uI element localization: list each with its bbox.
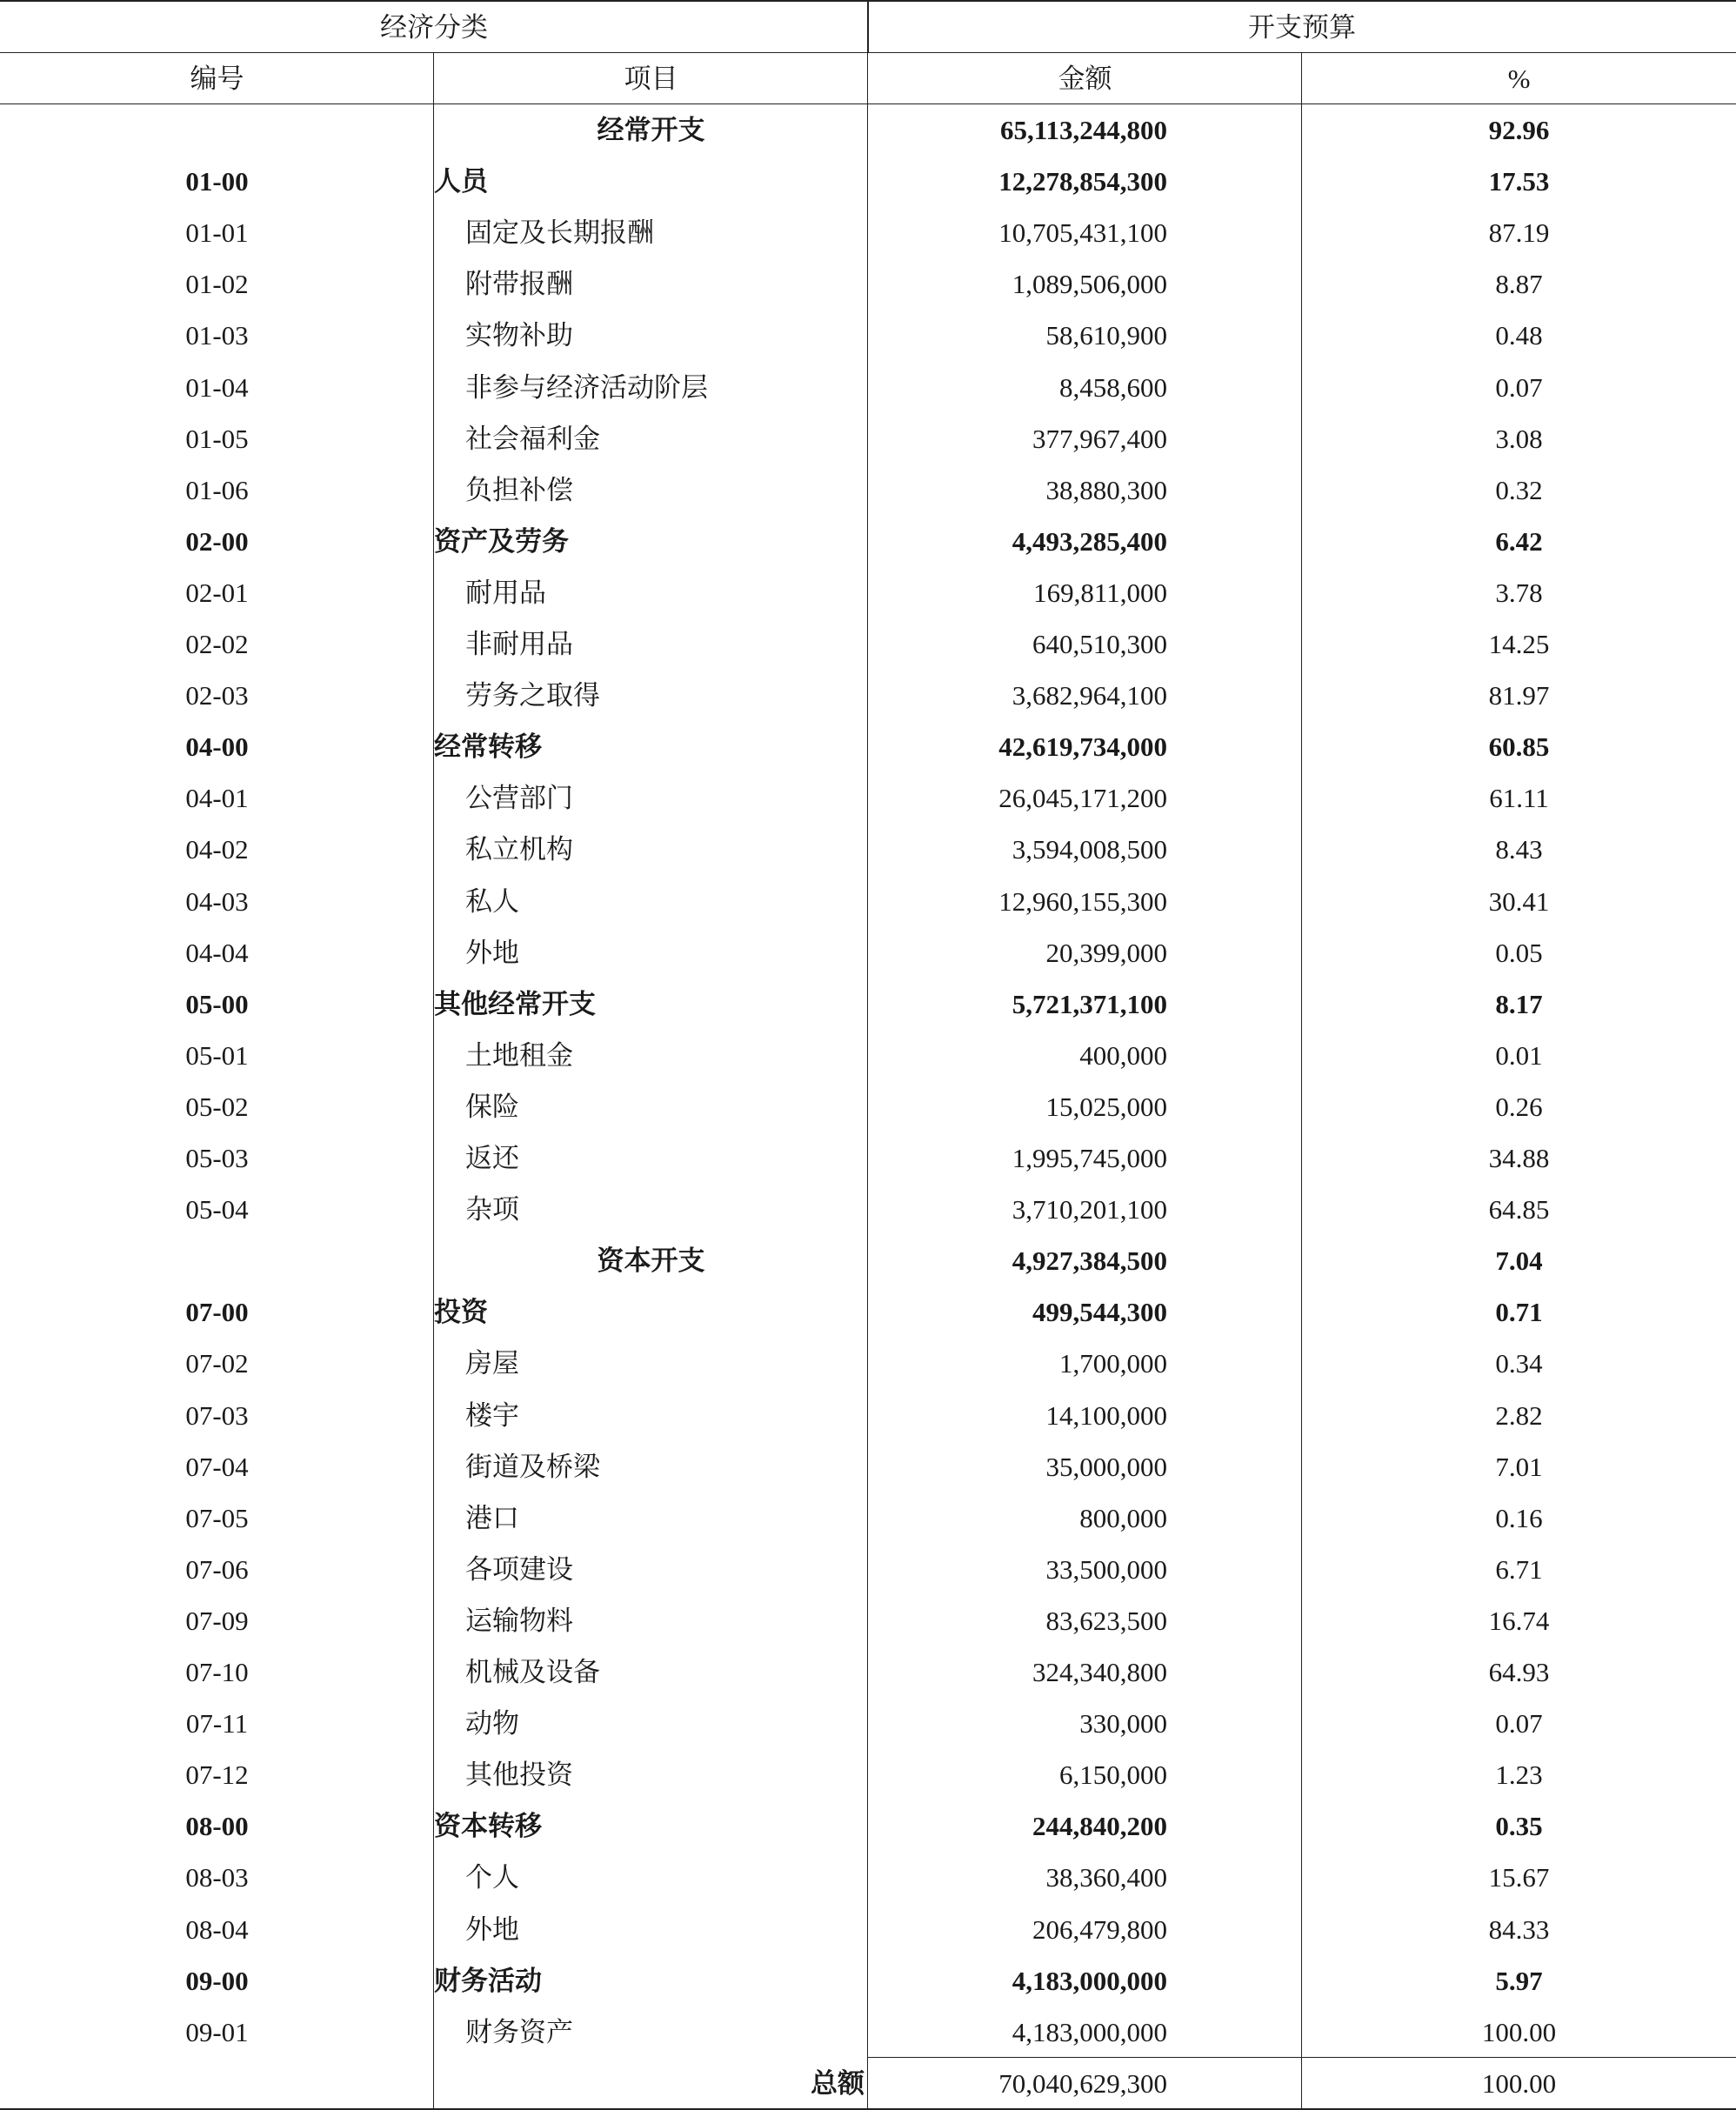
table-row bbox=[0, 1338, 1736, 1389]
row-item: 附带报酬 bbox=[465, 269, 573, 300]
row-code: 09-01 bbox=[185, 2016, 249, 2047]
row-code: 02-03 bbox=[185, 680, 249, 711]
row-percent: 81.97 bbox=[1488, 680, 1550, 711]
header-percent: % bbox=[1507, 63, 1531, 94]
row-amount: 42,619,734,000 bbox=[998, 731, 1167, 763]
row-item: 财务资产 bbox=[465, 2016, 573, 2047]
row-percent: 61.11 bbox=[1489, 783, 1549, 814]
row-percent: 14.25 bbox=[1488, 629, 1550, 659]
row-percent: 0.48 bbox=[1495, 320, 1543, 351]
row-amount: 3,594,008,500 bbox=[1012, 834, 1167, 865]
row-amount: 330,000 bbox=[1079, 1708, 1167, 1739]
row-item: 运输物料 bbox=[465, 1605, 573, 1636]
row-code: 08-00 bbox=[185, 1811, 249, 1842]
row-percent: 3.08 bbox=[1495, 423, 1543, 454]
row-item: 机械及设备 bbox=[465, 1657, 600, 1687]
row-item: 各项建设 bbox=[465, 1553, 573, 1585]
row-amount: 10,705,431,100 bbox=[998, 217, 1167, 249]
row-amount: 4,183,000,000 bbox=[1012, 2016, 1167, 2047]
row-code: 01-02 bbox=[185, 269, 249, 300]
table-row bbox=[0, 207, 1736, 258]
group-row bbox=[0, 1286, 1736, 1338]
total-amount: 70,040,629,300 bbox=[998, 2068, 1167, 2099]
header-column-row bbox=[0, 53, 1736, 104]
row-item: 其他经常开支 bbox=[434, 988, 596, 1019]
column-divider-2 bbox=[867, 53, 868, 2109]
row-code: 07-09 bbox=[185, 1605, 249, 1636]
row-item: 个人 bbox=[465, 1862, 519, 1893]
row-item: 私人 bbox=[465, 885, 519, 917]
row-code: 05-03 bbox=[185, 1143, 249, 1173]
table-row bbox=[0, 876, 1736, 927]
table-row bbox=[0, 567, 1736, 618]
row-percent: 64.93 bbox=[1488, 1657, 1550, 1687]
row-code: 01-06 bbox=[185, 474, 249, 505]
column-divider-3 bbox=[1301, 53, 1302, 2109]
row-item: 杂项 bbox=[465, 1194, 519, 1225]
row-amount: 499,544,300 bbox=[1032, 1297, 1167, 1328]
row-percent: 15.67 bbox=[1488, 1862, 1550, 1893]
row-code bbox=[0, 104, 434, 156]
row-amount: 26,045,171,200 bbox=[998, 783, 1167, 814]
row-percent: 34.88 bbox=[1488, 1143, 1550, 1173]
row-code: 07-02 bbox=[185, 1348, 249, 1379]
row-percent: 7.01 bbox=[1495, 1451, 1543, 1482]
row-amount: 4,927,384,500 bbox=[1012, 1245, 1167, 1277]
table-row bbox=[0, 1081, 1736, 1132]
row-percent: 0.34 bbox=[1495, 1348, 1543, 1379]
row-amount: 1,995,745,000 bbox=[1012, 1143, 1167, 1173]
table-row bbox=[0, 258, 1736, 310]
row-percent: 60.85 bbox=[1488, 731, 1550, 763]
row-code: 07-04 bbox=[185, 1451, 249, 1482]
row-code: 01-03 bbox=[185, 320, 249, 351]
row-item: 其他投资 bbox=[465, 1759, 573, 1791]
row-percent: 16.74 bbox=[1488, 1605, 1550, 1636]
row-item: 经常开支 bbox=[597, 115, 705, 145]
table-row bbox=[0, 1749, 1736, 1800]
row-amount: 12,960,155,300 bbox=[998, 885, 1167, 917]
row-item: 土地租金 bbox=[465, 1039, 573, 1071]
total-row bbox=[0, 2058, 1736, 2109]
row-code: 01-01 bbox=[185, 217, 249, 249]
row-percent: 3.78 bbox=[1495, 577, 1543, 608]
row-code: 04-03 bbox=[185, 885, 249, 917]
row-item: 私立机构 bbox=[465, 834, 573, 865]
table-row bbox=[0, 1544, 1736, 1595]
row-percent: 92.96 bbox=[1488, 115, 1550, 145]
row-amount: 1,700,000 bbox=[1059, 1348, 1167, 1379]
table-row bbox=[0, 2007, 1736, 2058]
row-code: 04-02 bbox=[185, 834, 249, 865]
row-code: 07-12 bbox=[185, 1759, 249, 1791]
row-item: 经常转移 bbox=[434, 731, 542, 763]
column-divider-1 bbox=[433, 53, 434, 2109]
table-row bbox=[0, 618, 1736, 670]
row-item: 社会福利金 bbox=[465, 423, 600, 454]
header-bottom-rule bbox=[0, 103, 1736, 104]
row-amount: 244,840,200 bbox=[1032, 1811, 1167, 1842]
row-amount: 83,623,500 bbox=[1045, 1605, 1167, 1636]
header-expenditure-budget: 开支预算 bbox=[1248, 12, 1356, 43]
row-amount: 6,150,000 bbox=[1059, 1759, 1167, 1791]
total-top-rule bbox=[868, 2057, 1736, 2058]
row-amount: 324,340,800 bbox=[1032, 1657, 1167, 1687]
row-percent: 0.07 bbox=[1495, 371, 1543, 403]
row-code: 07-03 bbox=[185, 1399, 249, 1431]
table-row bbox=[0, 670, 1736, 721]
row-percent: 6.42 bbox=[1495, 525, 1543, 557]
table-row bbox=[0, 1595, 1736, 1646]
row-code: 01-05 bbox=[185, 423, 249, 454]
row-code: 07-06 bbox=[185, 1553, 249, 1585]
table-row bbox=[0, 1132, 1736, 1184]
row-amount: 800,000 bbox=[1079, 1502, 1167, 1533]
table-row bbox=[0, 310, 1736, 361]
row-percent: 0.01 bbox=[1495, 1039, 1543, 1071]
row-code: 02-02 bbox=[185, 629, 249, 659]
header-item: 项目 bbox=[624, 63, 678, 94]
row-amount: 400,000 bbox=[1079, 1039, 1167, 1071]
section-row bbox=[0, 1235, 1736, 1286]
row-percent: 87.19 bbox=[1488, 217, 1550, 249]
row-item: 财务活动 bbox=[434, 1965, 542, 1996]
row-amount: 14,100,000 bbox=[1045, 1399, 1167, 1431]
row-item: 劳务之取得 bbox=[465, 680, 600, 711]
group-row bbox=[0, 1955, 1736, 2007]
row-code: 05-00 bbox=[185, 988, 249, 1019]
row-code bbox=[0, 1235, 434, 1286]
row-amount: 3,710,201,100 bbox=[1012, 1194, 1167, 1225]
header-economic-classification: 经济分类 bbox=[380, 12, 488, 43]
table-row bbox=[0, 1904, 1736, 1955]
row-amount: 38,880,300 bbox=[1045, 474, 1167, 505]
row-code: 04-00 bbox=[185, 731, 249, 763]
row-item: 楼宇 bbox=[465, 1399, 519, 1431]
table-row bbox=[0, 1698, 1736, 1749]
row-code: 07-00 bbox=[185, 1297, 249, 1328]
row-item: 返还 bbox=[465, 1143, 519, 1173]
row-code: 09-00 bbox=[185, 1965, 249, 1996]
row-code: 05-04 bbox=[185, 1194, 249, 1225]
table-row bbox=[0, 362, 1736, 413]
table-row bbox=[0, 1030, 1736, 1081]
row-amount: 377,967,400 bbox=[1032, 423, 1167, 454]
row-code: 08-04 bbox=[185, 1913, 249, 1945]
row-amount: 15,025,000 bbox=[1045, 1091, 1167, 1122]
row-code: 02-00 bbox=[185, 525, 249, 557]
row-percent: 5.97 bbox=[1495, 1965, 1543, 1996]
row-item: 非参与经济活动阶层 bbox=[465, 371, 708, 403]
row-item: 人员 bbox=[434, 166, 488, 197]
header-group-divider bbox=[867, 0, 869, 53]
row-percent: 1.23 bbox=[1495, 1759, 1543, 1791]
row-percent: 8.87 bbox=[1495, 269, 1543, 300]
group-row bbox=[0, 1800, 1736, 1852]
row-item: 动物 bbox=[465, 1708, 519, 1739]
row-amount: 169,811,000 bbox=[1033, 577, 1167, 608]
row-amount: 65,113,244,800 bbox=[999, 115, 1167, 145]
group-row bbox=[0, 978, 1736, 1030]
header-code: 编号 bbox=[190, 63, 244, 94]
row-item: 街道及桥梁 bbox=[465, 1451, 600, 1482]
row-code: 04-04 bbox=[185, 937, 249, 968]
row-code: 07-05 bbox=[185, 1502, 249, 1533]
table-row bbox=[0, 464, 1736, 516]
row-item: 耐用品 bbox=[465, 577, 546, 608]
table-row bbox=[0, 1184, 1736, 1235]
group-row bbox=[0, 156, 1736, 207]
row-percent: 0.32 bbox=[1495, 474, 1543, 505]
row-item: 公营部门 bbox=[465, 783, 573, 814]
row-amount: 20,399,000 bbox=[1045, 937, 1167, 968]
row-percent: 2.82 bbox=[1495, 1399, 1543, 1431]
row-item: 实物补助 bbox=[465, 320, 573, 351]
row-item: 非耐用品 bbox=[465, 629, 573, 659]
row-percent: 6.71 bbox=[1495, 1553, 1543, 1585]
row-amount: 640,510,300 bbox=[1032, 629, 1167, 659]
row-code: 07-10 bbox=[185, 1657, 249, 1687]
row-item: 外地 bbox=[465, 1913, 519, 1945]
row-percent: 0.16 bbox=[1495, 1502, 1543, 1533]
row-code: 02-01 bbox=[185, 577, 249, 608]
row-amount: 206,479,800 bbox=[1032, 1913, 1167, 1945]
row-code: 08-03 bbox=[185, 1862, 249, 1893]
row-percent: 64.85 bbox=[1488, 1194, 1550, 1225]
row-item: 外地 bbox=[465, 937, 519, 968]
row-percent: 0.07 bbox=[1495, 1708, 1543, 1739]
row-item: 港口 bbox=[465, 1502, 519, 1533]
row-code: 05-02 bbox=[185, 1091, 249, 1122]
row-percent: 84.33 bbox=[1488, 1913, 1550, 1945]
row-percent: 100.00 bbox=[1481, 2016, 1557, 2047]
row-amount: 1,089,506,000 bbox=[1012, 269, 1167, 300]
row-amount: 12,278,854,300 bbox=[998, 166, 1167, 197]
table-row bbox=[0, 1441, 1736, 1492]
row-percent: 0.05 bbox=[1495, 937, 1543, 968]
row-percent: 0.71 bbox=[1495, 1297, 1543, 1328]
row-item: 保险 bbox=[465, 1091, 519, 1122]
table-row bbox=[0, 824, 1736, 875]
row-code: 07-11 bbox=[185, 1708, 249, 1739]
section-row bbox=[0, 104, 1736, 156]
table-row bbox=[0, 1390, 1736, 1441]
row-code: 05-01 bbox=[185, 1039, 249, 1071]
row-item: 负担补偿 bbox=[465, 474, 573, 505]
group-row bbox=[0, 516, 1736, 567]
table-row bbox=[0, 927, 1736, 978]
row-code: 01-00 bbox=[185, 166, 249, 197]
row-item: 资本开支 bbox=[597, 1245, 705, 1277]
row-amount: 35,000,000 bbox=[1045, 1451, 1167, 1482]
row-amount: 5,721,371,100 bbox=[1012, 988, 1167, 1019]
row-item: 资产及劳务 bbox=[434, 525, 569, 557]
row-amount: 4,493,285,400 bbox=[1012, 525, 1167, 557]
row-item: 资本转移 bbox=[434, 1811, 542, 1842]
table-row bbox=[0, 1646, 1736, 1698]
table-row bbox=[0, 413, 1736, 464]
row-item: 房屋 bbox=[465, 1348, 519, 1379]
row-code: 01-04 bbox=[185, 371, 249, 403]
row-percent: 0.26 bbox=[1495, 1091, 1543, 1122]
row-amount: 33,500,000 bbox=[1045, 1553, 1167, 1585]
total-percent: 100.00 bbox=[1481, 2068, 1557, 2099]
row-item: 固定及长期报酬 bbox=[465, 217, 654, 249]
row-amount: 4,183,000,000 bbox=[1012, 1965, 1167, 1996]
group-row bbox=[0, 721, 1736, 772]
row-amount: 8,458,600 bbox=[1059, 371, 1167, 403]
row-amount: 38,360,400 bbox=[1045, 1862, 1167, 1893]
row-percent: 0.35 bbox=[1495, 1811, 1543, 1842]
table-row bbox=[0, 1492, 1736, 1544]
row-percent: 8.17 bbox=[1495, 988, 1543, 1019]
table-row bbox=[0, 1852, 1736, 1903]
row-amount: 3,682,964,100 bbox=[1012, 680, 1167, 711]
total-label: 总额 bbox=[811, 2068, 865, 2099]
row-amount: 58,610,900 bbox=[1045, 320, 1167, 351]
row-percent: 8.43 bbox=[1495, 834, 1543, 865]
row-item: 投资 bbox=[434, 1297, 488, 1328]
row-percent: 17.53 bbox=[1488, 166, 1550, 197]
row-percent: 30.41 bbox=[1488, 885, 1550, 917]
header-amount: 金额 bbox=[1058, 63, 1112, 94]
table-row bbox=[0, 772, 1736, 824]
row-code: 04-01 bbox=[185, 783, 249, 814]
row-percent: 7.04 bbox=[1495, 1245, 1543, 1277]
